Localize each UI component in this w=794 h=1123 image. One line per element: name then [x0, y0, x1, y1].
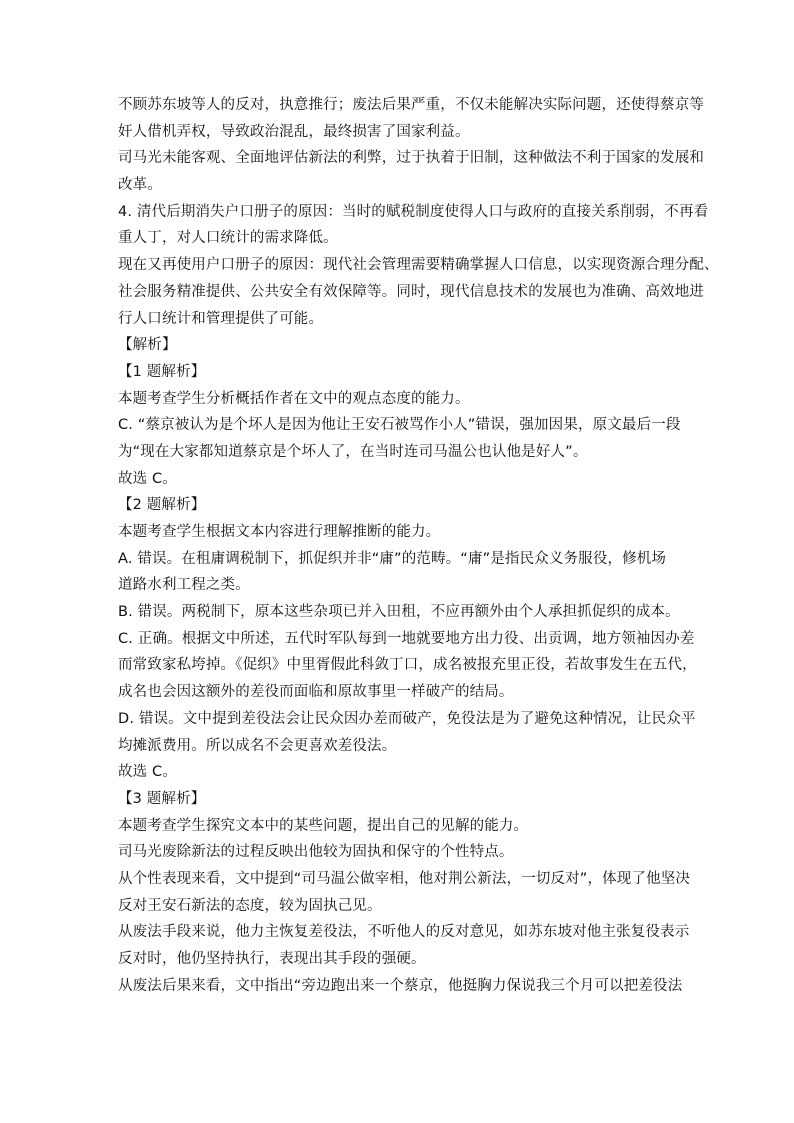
text-line: B. 错误。两税制下，原本这些杂项已并入田租，不应再额外由个人承担抓促织的成本。 [118, 604, 680, 621]
text-line: 成名也会因这额外的差役而面临和原故事里一样破产的结局。 [118, 684, 514, 701]
document-body [118, 92, 719, 999]
section-heading: 【1 题解析】 [118, 363, 206, 380]
text-line: 道路水利工程之类。 [118, 577, 250, 594]
text-line: 故选 C。 [118, 470, 177, 487]
text-line: 行人口统计和管理提供了可能。 [118, 310, 324, 327]
text-line: 社会服务精准提供、公共安全有效保障等。同时，现代信息技术的发展也为准确、高效地进 [118, 283, 704, 300]
text-line: 为“现在大家都知道蔡京是个坏人了，在当时连司马温公也认他是好人”。 [118, 443, 588, 460]
text-line: 反对时，他仍坚持执行，表现出其手段的强硬。 [118, 951, 426, 967]
text-line: 本题考查学生根据文本内容进行理解推断的能力。 [118, 524, 441, 540]
text-line: 现在又再使用户口册子的原因：现代社会管理需要精确掌握人口信息，以实现资源合理分配、 [118, 257, 719, 274]
text-line: A. 错误。在租庸调税制下，抓促织并非“庸”的范畴。“庸”是指民众义务服役，修机场 [118, 550, 667, 567]
section-heading: 【2 题解析】 [118, 497, 206, 514]
text-line: D. 错误。文中提到差役法会让民众因办差而破产，免役法是为了避免这种情况，让民众平 [118, 710, 696, 727]
text-line: 从个性表现来看，文中提到“司马温公做宰相，他对荆公新法，一切反对”，体现了他坚决 [118, 870, 691, 887]
text-line: 本题考查学生探究文本中的某些问题，提出自己的见解的能力。 [118, 817, 529, 834]
text-line: 从废法手段来说，他力主恢复差役法，不听他人的反对意见，如苏东坡对他主张复役表示 [118, 924, 690, 941]
section-heading: 【解析】 [118, 337, 177, 354]
section-heading: 【3 题解析】 [118, 790, 206, 807]
text-line: 从废法后果来看，文中指出“旁边跑出来一个蔡京，他挺胸力保说我三个月可以把差役法 [118, 977, 683, 994]
text-line: 均摊派费用。所以成名不会更喜欢差役法。 [118, 737, 397, 754]
text-line: 司马光废除新法的过程反映出他较为固执和保守的个性特点。 [118, 844, 514, 861]
text-line: C. 正确。根据文中所述，五代时军队每到一地就要地方出力役、出贡调，地方领袖因办差 [118, 630, 695, 647]
text-line: 反对王安石新法的态度，较为固执己见。 [118, 897, 382, 914]
text-line: 4. 清代后期消失户口册子的原因：当时的赋税制度使得人口与政府的直接关系削弱，不再看 [118, 203, 709, 220]
text-line: 改革。 [118, 177, 162, 194]
text-line: 故选 C。 [118, 764, 177, 781]
text-line: 本题考查学生分析概括作者在文中的观点态度的能力。 [118, 390, 470, 407]
text-line: 奸人借机弄权，导致政治混乱，最终损害了国家利益。 [118, 123, 470, 140]
text-line: 而常致家私垮掉。《促织》中里胥假此科敛丁口，成名被报充里正役，若故事发生在五代， [118, 657, 697, 674]
text-line: 司马光未能客观、全面地评估新法的利弊，过于执着于旧制，这种做法不利于国家的发展和 [118, 150, 704, 167]
text-line: 重人丁，对人口统计的需求降低。 [118, 230, 338, 247]
text-line: 不顾苏东坡等人的反对，执意推行；废法后果严重，不仅未能解决实际问题，还使得蔡京等 [118, 97, 704, 113]
text-line: C. “蔡京被认为是个坏人是因为他让王安石被骂作小人”错误，强加因果，原文最后一段 [118, 417, 681, 434]
